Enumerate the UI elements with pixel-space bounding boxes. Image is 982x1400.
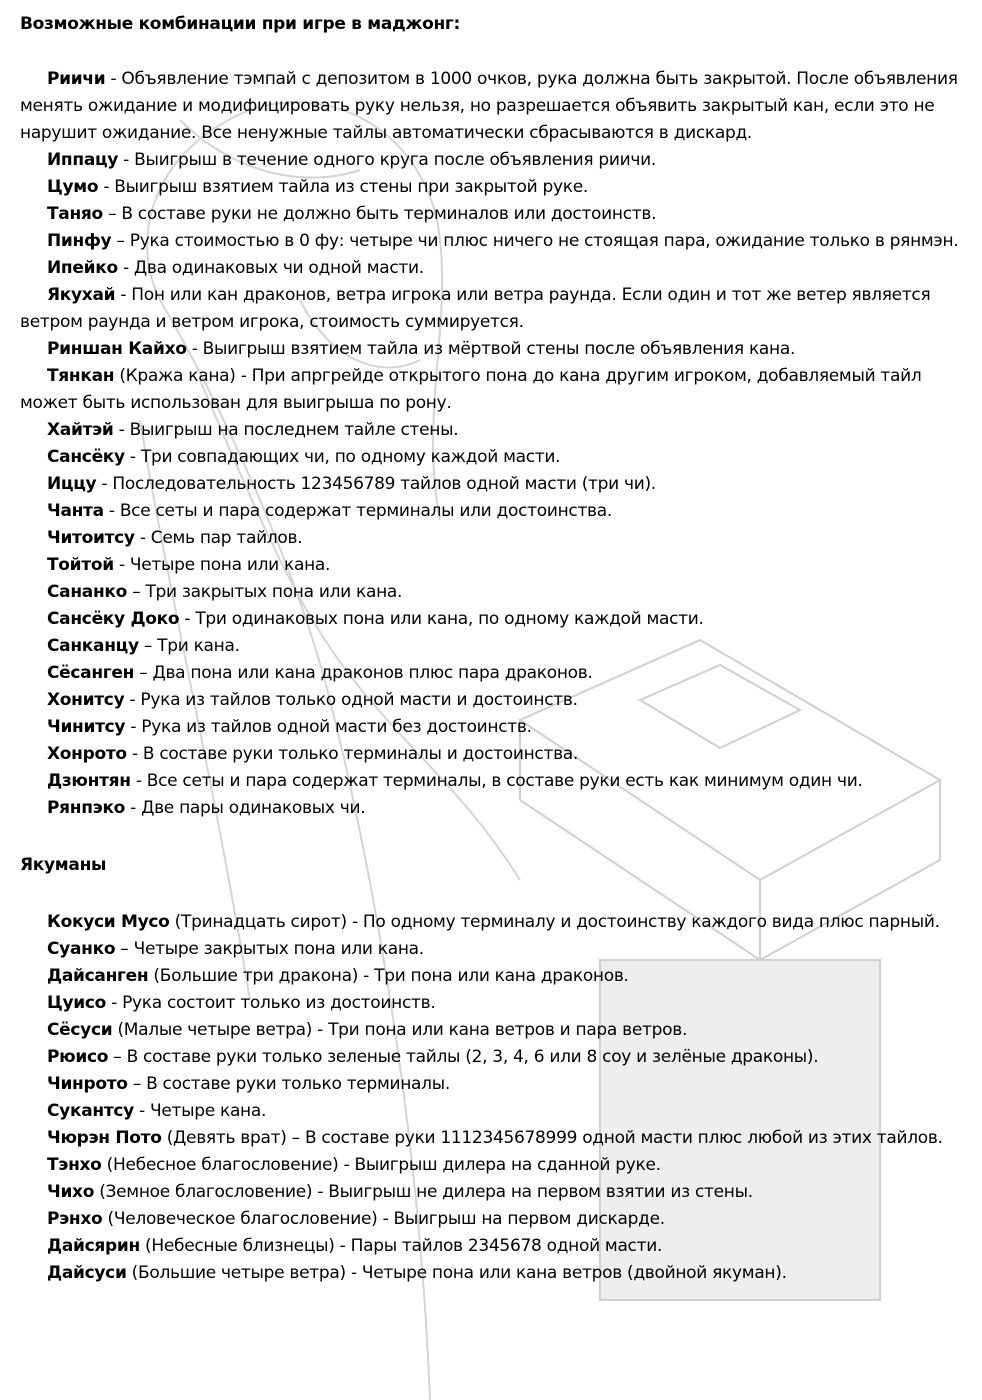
yakuman-name: Чюрэн Пото bbox=[47, 1128, 162, 1148]
list-item: Чихо (Земное благословение) - Выигрыш не дилера на первом взятии из стены. bbox=[47, 1182, 753, 1202]
list-item bbox=[20, 417, 965, 444]
list-item bbox=[20, 1044, 965, 1071]
yaku-description: - Рука из тайлов одной масти без достоинств. bbox=[125, 717, 532, 737]
yaku-name: Рянпэко bbox=[47, 798, 126, 818]
list-item: Дайсярин (Небесные близнецы) - Пары тайлов 2345678 одной масти. bbox=[47, 1236, 663, 1256]
list-item bbox=[20, 741, 965, 768]
yaku-name: Риншан Кайхо bbox=[47, 339, 187, 359]
list-item bbox=[20, 795, 965, 822]
yaku-name: Иппацу bbox=[47, 150, 119, 170]
list-item bbox=[20, 714, 965, 741]
list-item: Чюрэн Пото (Девять врат) – В составе руки 1112345678999 одной масти плюс любой из этих тайлов. bbox=[47, 1128, 943, 1148]
yaku-name: Санканцу bbox=[47, 636, 139, 656]
yakuman-name: Чинрото bbox=[47, 1074, 128, 1094]
yaku-description: - Выигрыш на последнем тайле стены. bbox=[113, 420, 459, 440]
yaku-description: - Выигрыш взятием тайла из мёртвой стены после объявления кана. bbox=[186, 339, 796, 359]
yaku-name: Тянкан bbox=[47, 366, 115, 386]
list-item: Сёсуси (Малые четыре ветра) - Три пона или кана ветров и пара ветров. bbox=[47, 1020, 688, 1040]
list-item bbox=[20, 498, 965, 525]
list-item bbox=[20, 282, 965, 336]
yaku-name: Таняо bbox=[47, 204, 103, 224]
yaku-description: - Все сеты и пара содержат терминалы, в составе руки есть как минимум один чи. bbox=[130, 771, 863, 791]
list-item bbox=[20, 525, 965, 552]
list-item bbox=[20, 147, 965, 174]
yaku-description: – Рука стоимостью в 0 фу: четыре чи плюс ничего не стоящая пара, ожидание только в рянмэн. bbox=[111, 231, 959, 251]
yakuman-name: Тэнхо bbox=[47, 1155, 102, 1175]
yaku-name: Хонитсу bbox=[47, 690, 125, 710]
list-item bbox=[20, 768, 965, 795]
yakuman-description: - Три пона или кана драконов. bbox=[358, 966, 629, 986]
yakuman-description: – Четыре закрытых пона или кана. bbox=[115, 939, 424, 959]
yaku-description: - Семь пар тайлов. bbox=[134, 528, 303, 548]
yaku-description: - Объявление тэмпай с депозитом в 1000 очков, рука должна быть закрытой. После объявления менять ожидание и модифицировать руку нельзя, но разрешается объявить закрытый кан, если это не нарушит ожидание. Все ненужные тайлы автоматически сбрасываются в дискард. bbox=[20, 69, 958, 143]
yaku-description: - Два одинаковых чи одной масти. bbox=[117, 258, 424, 278]
yaku-name: Якухай bbox=[47, 285, 116, 305]
yakuman-name: Дайсуси bbox=[47, 1263, 127, 1283]
yaku-name: Дзюнтян bbox=[47, 771, 131, 791]
yakuman-description: – В составе руки только зеленые тайлы (2, 3, 4, 6 или 8 соу и зелёные драконы). bbox=[108, 1047, 819, 1067]
yaku-name: Риичи bbox=[47, 69, 106, 89]
yaku-description: - В составе руки только терминалы и достоинства. bbox=[126, 744, 579, 764]
list-item bbox=[20, 228, 965, 255]
yaku-name: Читоитсу bbox=[47, 528, 135, 548]
list-item bbox=[20, 255, 965, 282]
list-item: Тэнхо (Небесное благословение) - Выигрыш дилера на сданной руке. bbox=[47, 1155, 661, 1175]
yaku-name: Иццу bbox=[47, 474, 97, 494]
list-item: Дайсуси (Большие четыре ветра) - Четыре пона или кана ветров (двойной якуман). bbox=[47, 1263, 787, 1283]
yakuman-description: - Четыре пона или кана ветров (двойной якуман). bbox=[345, 1263, 787, 1283]
list-item bbox=[20, 579, 965, 606]
yaku-name: Сансёку bbox=[47, 447, 125, 467]
yakuman-description: - Три пона или кана ветров и пара ветров. bbox=[312, 1020, 688, 1040]
yakuman-name: Цуисо bbox=[47, 993, 107, 1013]
list-item bbox=[20, 687, 965, 714]
yakuman-description: - Выигрыш не дилера на первом взятии из стены. bbox=[312, 1182, 753, 1202]
yaku-description: - Четыре пона или кана. bbox=[113, 555, 331, 575]
yaku-description: - Пон или кан драконов, ветра игрока или ветра раунда. Если один и тот же ветер является ветром раунда и ветром игрока, стоимость суммируется. bbox=[20, 285, 931, 332]
yaku-name: Сананко bbox=[47, 582, 128, 602]
yaku-description: - Выигрыш взятием тайла из стены при закрытой руке. bbox=[98, 177, 588, 197]
yakuman-name: Суанко bbox=[47, 939, 116, 959]
yaku-name: Хонрото bbox=[47, 744, 127, 764]
yakuman-title: Якуманы bbox=[20, 855, 107, 875]
list-item bbox=[20, 201, 965, 228]
yaku-description: - Последовательность 123456789 тайлов одной масти (три чи). bbox=[96, 474, 656, 494]
yaku-description: - Выигрыш в течение одного круга после объявления риичи. bbox=[118, 150, 656, 170]
yakuman-name: Чихо bbox=[47, 1182, 95, 1202]
list-item bbox=[20, 444, 965, 471]
yakuman-name: Дайсанген bbox=[47, 966, 149, 986]
yaku-name: Чанта bbox=[47, 501, 104, 521]
list-item bbox=[20, 633, 965, 660]
yaku-description: - Рука из тайлов только одной масти и достоинств. bbox=[124, 690, 578, 710]
yaku-name: Сёсанген bbox=[47, 663, 135, 683]
list-item bbox=[20, 174, 965, 201]
yakuman-description: - Выигрыш на первом дискарде. bbox=[377, 1209, 665, 1229]
document-body bbox=[20, 11, 965, 1287]
yaku-name: Чинитсу bbox=[47, 717, 126, 737]
list-item bbox=[20, 660, 965, 687]
yaku-description: – Два пона или кана драконов плюс пара драконов. bbox=[134, 663, 593, 683]
yaku-name: Тойтой bbox=[47, 555, 114, 575]
yaku-name: Пинфу bbox=[47, 231, 112, 251]
yaku-description: - Две пары одинаковых чи. bbox=[125, 798, 366, 818]
yakuman-description: – В составе руки только терминалы. bbox=[127, 1074, 450, 1094]
yaku-name: Хайтэй bbox=[47, 420, 114, 440]
list-item bbox=[20, 936, 965, 963]
yaku-name: Ипейко bbox=[47, 258, 118, 278]
list-item: Кокуси Мусо (Тринадцать сирот) - По одному терминалу и достоинству каждого вида плюс парный. bbox=[47, 912, 940, 932]
yakuman-description: - Четыре кана. bbox=[133, 1101, 267, 1121]
list-item: Дайсанген (Большие три дракона) - Три пона или кана драконов. bbox=[47, 966, 629, 986]
yakuman-list bbox=[20, 909, 965, 1287]
yaku-description: - Все сеты и пара содержат терминалы или достоинства. bbox=[103, 501, 612, 521]
section-title: Возможные комбинации при игре в маджонг: bbox=[20, 14, 460, 34]
list-item bbox=[20, 336, 965, 363]
yakuman-name: Рюисо bbox=[47, 1047, 109, 1067]
yakuman-name: Кокуси Мусо bbox=[47, 912, 170, 932]
list-item bbox=[20, 552, 965, 579]
yaku-description: – Три кана. bbox=[138, 636, 240, 656]
yakuman-name: Сёсуси bbox=[47, 1020, 113, 1040]
yakuman-description: - По одному терминалу и достоинству каждого вида плюс парный. bbox=[346, 912, 940, 932]
yaku-name: Цумо bbox=[47, 177, 99, 197]
yakuman-description: - Пары тайлов 2345678 одной масти. bbox=[334, 1236, 663, 1256]
yakuman-description: - Рука состоит только из достоинств. bbox=[106, 993, 436, 1013]
list-item bbox=[20, 471, 965, 498]
yakuman-name: Рэнхо bbox=[47, 1209, 103, 1229]
yakuman-description: - Выигрыш дилера на сданной руке. bbox=[338, 1155, 661, 1175]
yakuman-name: Сукантсу bbox=[47, 1101, 134, 1121]
list-item bbox=[20, 66, 965, 147]
list-item bbox=[20, 1071, 965, 1098]
yaku-description: - Три одинаковых пона или кана, по одному каждой масти. bbox=[179, 609, 704, 629]
list-item: Тянкан (Кража кана) - При апргрейде открытого пона до кана другим игроком, добавляемый тайл может быть использован для выигрыша по рону. bbox=[20, 366, 922, 413]
list-item bbox=[20, 1098, 965, 1125]
yaku-name: Сансёку Доко bbox=[47, 609, 180, 629]
list-item: Рэнхо (Человеческое благословение) - Выигрыш на первом дискарде. bbox=[47, 1209, 665, 1229]
yaku-description: - Три совпадающих чи, по одному каждой масти. bbox=[124, 447, 561, 467]
yaku-description: – Три закрытых пона или кана. bbox=[127, 582, 403, 602]
yakuman-description: – В составе руки 1112345678999 одной масти плюс любой из этих тайлов. bbox=[286, 1128, 943, 1148]
yaku-description: - При апргрейде открытого пона до кана другим игроком, добавляемый тайл может быть использован для выигрыша по рону. bbox=[20, 366, 922, 413]
list-item bbox=[20, 606, 965, 633]
yakuman-name: Дайсярин bbox=[47, 1236, 140, 1256]
list-item bbox=[20, 990, 965, 1017]
yaku-list bbox=[20, 66, 965, 822]
yaku-description: – В составе руки не должно быть терминалов или достоинств. bbox=[102, 204, 657, 224]
